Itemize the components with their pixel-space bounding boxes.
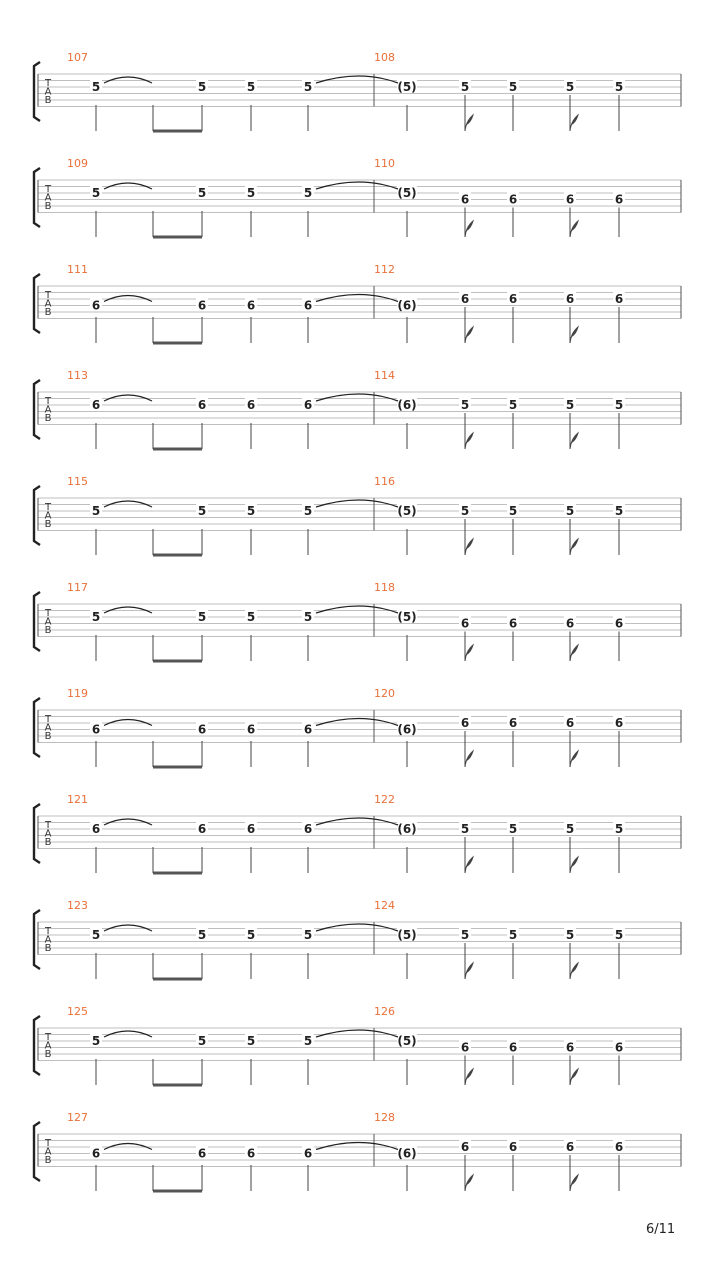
fret-number: 6 bbox=[614, 716, 624, 730]
system-bracket bbox=[34, 698, 40, 757]
measure-number: 125 bbox=[67, 1005, 88, 1018]
measure-number: 108 bbox=[374, 51, 395, 64]
fret-number: 5 bbox=[460, 80, 470, 94]
fret-number: 6 bbox=[91, 298, 101, 313]
fret-number: 5 bbox=[197, 928, 207, 942]
fret-number: 5 bbox=[508, 504, 518, 518]
tab-system bbox=[34, 157, 681, 237]
tie-arc bbox=[104, 607, 152, 613]
tie-arc bbox=[104, 819, 152, 825]
note-flag bbox=[465, 539, 473, 555]
tab-clef-letter: A bbox=[44, 616, 52, 628]
fret-number: 6 bbox=[614, 192, 624, 207]
tab-clef-letter: T bbox=[44, 184, 52, 195]
fret-number: 6 bbox=[508, 292, 518, 306]
fret-number: 5 bbox=[91, 1034, 101, 1048]
tie-arc bbox=[316, 1143, 398, 1150]
fret-number: 5 bbox=[246, 80, 256, 94]
fret-number: 5 bbox=[197, 610, 207, 624]
system-bracket bbox=[34, 910, 40, 969]
tab-clef-letter: T bbox=[44, 502, 52, 513]
note-flag bbox=[465, 751, 473, 767]
tab-clef-letter: B bbox=[44, 943, 52, 954]
tied-fret-number: (6) bbox=[397, 298, 417, 313]
tab-system bbox=[34, 793, 681, 873]
tie-arc bbox=[316, 182, 398, 189]
fret-number: 6 bbox=[460, 1040, 470, 1055]
fret-number: 6 bbox=[303, 1146, 313, 1161]
tied-fret-number: (5) bbox=[397, 610, 417, 624]
tab-clef-letter: A bbox=[44, 828, 52, 840]
tie-arc bbox=[104, 501, 152, 507]
measure-number: 123 bbox=[67, 899, 88, 912]
fret-number: 5 bbox=[460, 398, 470, 412]
tab-system bbox=[34, 899, 681, 979]
fret-number: 6 bbox=[303, 298, 313, 313]
tab-clef-letter: A bbox=[44, 86, 52, 98]
note-flag bbox=[465, 327, 473, 343]
note-flag bbox=[465, 963, 473, 979]
measure-number: 115 bbox=[67, 475, 88, 488]
note-flag bbox=[465, 857, 473, 873]
fret-number: 5 bbox=[246, 928, 256, 942]
tie-arc bbox=[316, 924, 398, 931]
tab-clef-letter: A bbox=[44, 1146, 52, 1158]
tied-fret-number: (6) bbox=[397, 822, 417, 836]
fret-number: 5 bbox=[91, 504, 101, 518]
tab-clef-letter: B bbox=[44, 625, 52, 636]
tied-fret-number: (5) bbox=[397, 504, 417, 518]
fret-number: 5 bbox=[246, 504, 256, 518]
tab-system bbox=[34, 369, 681, 449]
tie-arc bbox=[104, 1031, 152, 1037]
tie-arc bbox=[316, 719, 398, 726]
fret-number: 6 bbox=[614, 1140, 624, 1154]
system-bracket bbox=[34, 1122, 40, 1181]
fret-number: 6 bbox=[91, 822, 101, 836]
fret-number: 6 bbox=[460, 192, 470, 207]
measure-number: 127 bbox=[67, 1111, 88, 1124]
note-flag bbox=[570, 1069, 578, 1085]
note-flag bbox=[570, 221, 578, 237]
measure-number: 107 bbox=[67, 51, 88, 64]
fret-number: 5 bbox=[565, 80, 575, 94]
fret-number: 6 bbox=[565, 1040, 575, 1055]
note-flag bbox=[465, 221, 473, 237]
fret-number: 5 bbox=[303, 928, 313, 942]
system-bracket bbox=[34, 592, 40, 651]
measure-number: 113 bbox=[67, 369, 88, 382]
fret-number: 5 bbox=[565, 398, 575, 412]
tied-fret-number: (5) bbox=[397, 1034, 417, 1048]
fret-number: 5 bbox=[565, 504, 575, 518]
tab-clef-letter: B bbox=[44, 1049, 52, 1060]
fret-number: 5 bbox=[460, 504, 470, 518]
fret-number: 6 bbox=[614, 292, 624, 306]
fret-number: 6 bbox=[508, 1140, 518, 1154]
tab-system bbox=[34, 263, 681, 343]
fret-number: 5 bbox=[91, 80, 101, 94]
measure-number: 112 bbox=[374, 263, 395, 276]
fret-number: 5 bbox=[508, 398, 518, 412]
tied-fret-number: (6) bbox=[397, 398, 417, 412]
note-flag bbox=[465, 1069, 473, 1085]
tab-system bbox=[34, 581, 681, 661]
note-flag bbox=[570, 1175, 578, 1191]
fret-number: 5 bbox=[565, 928, 575, 942]
tab-clef-letter: T bbox=[44, 820, 52, 831]
tab-clef-letter: A bbox=[44, 298, 52, 310]
tied-fret-number: (6) bbox=[397, 722, 417, 737]
fret-number: 6 bbox=[197, 722, 207, 737]
tab-clef-letter: A bbox=[44, 510, 52, 522]
fret-number: 6 bbox=[565, 292, 575, 306]
tie-arc bbox=[104, 77, 152, 83]
system-bracket bbox=[34, 274, 40, 333]
fret-number: 6 bbox=[246, 1146, 256, 1161]
fret-number: 6 bbox=[303, 398, 313, 412]
tab-clef-letter: B bbox=[44, 519, 52, 530]
fret-number: 6 bbox=[565, 716, 575, 730]
fret-number: 6 bbox=[197, 1146, 207, 1161]
system-bracket bbox=[34, 168, 40, 227]
fret-number: 6 bbox=[246, 722, 256, 737]
tie-arc bbox=[104, 296, 152, 302]
note-flag bbox=[570, 963, 578, 979]
tab-clef-letter: B bbox=[44, 1155, 52, 1166]
fret-number: 5 bbox=[197, 504, 207, 518]
fret-number: 6 bbox=[565, 616, 575, 631]
tab-clef-letter: A bbox=[44, 1040, 52, 1052]
fret-number: 5 bbox=[91, 928, 101, 942]
tab-system bbox=[34, 475, 681, 555]
note-flag bbox=[570, 433, 578, 449]
tab-clef-letter: T bbox=[44, 1032, 52, 1043]
tie-arc bbox=[316, 818, 398, 825]
tied-fret-number: (5) bbox=[397, 80, 417, 94]
measure-number: 118 bbox=[374, 581, 395, 594]
note-flag bbox=[465, 433, 473, 449]
tab-clef-letter: B bbox=[44, 307, 52, 318]
fret-number: 6 bbox=[91, 722, 101, 737]
tied-fret-number: (6) bbox=[397, 1146, 417, 1161]
measure-number: 126 bbox=[374, 1005, 395, 1018]
fret-number: 5 bbox=[508, 928, 518, 942]
fret-number: 6 bbox=[460, 616, 470, 631]
tie-arc bbox=[104, 720, 152, 726]
fret-number: 6 bbox=[197, 298, 207, 313]
tied-fret-number: (5) bbox=[397, 186, 417, 200]
fret-number: 5 bbox=[197, 186, 207, 200]
fret-number: 6 bbox=[508, 1040, 518, 1055]
fret-number: 5 bbox=[303, 504, 313, 518]
system-bracket bbox=[34, 62, 40, 121]
fret-number: 5 bbox=[303, 186, 313, 200]
fret-number: 5 bbox=[91, 186, 101, 200]
tab-clef-letter: A bbox=[44, 934, 52, 946]
measure-number: 116 bbox=[374, 475, 395, 488]
note-flag bbox=[570, 645, 578, 661]
fret-number: 6 bbox=[460, 1140, 470, 1154]
tab-clef-letter: T bbox=[44, 714, 52, 725]
fret-number: 6 bbox=[508, 616, 518, 631]
tab-system bbox=[34, 1111, 681, 1191]
system-bracket bbox=[34, 380, 40, 439]
fret-number: 5 bbox=[246, 610, 256, 624]
tie-arc bbox=[316, 295, 398, 302]
fret-number: 6 bbox=[246, 398, 256, 412]
fret-number: 6 bbox=[246, 822, 256, 836]
fret-number: 6 bbox=[303, 722, 313, 737]
measure-number: 110 bbox=[374, 157, 395, 170]
tab-clef-letter: B bbox=[44, 413, 52, 424]
fret-number: 6 bbox=[460, 716, 470, 730]
fret-number: 6 bbox=[508, 716, 518, 730]
tab-clef-letter: T bbox=[44, 926, 52, 937]
measure-number: 124 bbox=[374, 899, 395, 912]
measure-number: 117 bbox=[67, 581, 88, 594]
fret-number: 5 bbox=[614, 504, 624, 518]
tab-system bbox=[34, 1005, 681, 1085]
fret-number: 5 bbox=[246, 186, 256, 200]
fret-number: 6 bbox=[508, 192, 518, 207]
tie-arc bbox=[316, 1030, 398, 1037]
tab-clef-letter: T bbox=[44, 290, 52, 301]
tab-clef-letter: B bbox=[44, 731, 52, 742]
fret-number: 5 bbox=[460, 928, 470, 942]
fret-number: 5 bbox=[614, 398, 624, 412]
fret-number: 5 bbox=[614, 822, 624, 836]
tab-clef-letter: T bbox=[44, 78, 52, 89]
tied-fret-number: (5) bbox=[397, 928, 417, 942]
tie-arc bbox=[104, 1144, 152, 1150]
page-number: 6/11 bbox=[646, 1222, 676, 1237]
tab-system bbox=[34, 687, 681, 767]
fret-number: 6 bbox=[303, 822, 313, 836]
note-flag bbox=[570, 857, 578, 873]
fret-number: 6 bbox=[460, 292, 470, 306]
tie-arc bbox=[316, 606, 398, 613]
measure-number: 122 bbox=[374, 793, 395, 806]
fret-number: 5 bbox=[508, 80, 518, 94]
note-flag bbox=[465, 115, 473, 131]
measure-number: 111 bbox=[67, 263, 88, 276]
note-flag bbox=[570, 539, 578, 555]
tab-clef-letter: T bbox=[44, 396, 52, 407]
system-bracket bbox=[34, 486, 40, 545]
tie-arc bbox=[316, 76, 398, 83]
fret-number: 5 bbox=[303, 610, 313, 624]
note-flag bbox=[570, 327, 578, 343]
tab-system bbox=[34, 51, 681, 131]
tie-arc bbox=[104, 395, 152, 401]
fret-number: 6 bbox=[91, 1146, 101, 1161]
measure-number: 119 bbox=[67, 687, 88, 700]
fret-number: 5 bbox=[246, 1034, 256, 1048]
tab-clef-letter: B bbox=[44, 837, 52, 848]
tab-clef-letter: T bbox=[44, 608, 52, 619]
fret-number: 6 bbox=[614, 1040, 624, 1055]
note-flag bbox=[465, 645, 473, 661]
measure-number: 121 bbox=[67, 793, 88, 806]
fret-number: 6 bbox=[197, 822, 207, 836]
fret-number: 6 bbox=[565, 1140, 575, 1154]
system-bracket bbox=[34, 804, 40, 863]
tie-arc bbox=[316, 394, 398, 401]
measure-number: 128 bbox=[374, 1111, 395, 1124]
system-bracket bbox=[34, 1016, 40, 1075]
fret-number: 5 bbox=[197, 1034, 207, 1048]
fret-number: 5 bbox=[614, 80, 624, 94]
tab-clef-letter: A bbox=[44, 192, 52, 204]
tab-clef-letter: B bbox=[44, 201, 52, 212]
note-flag bbox=[570, 751, 578, 767]
measure-number: 109 bbox=[67, 157, 88, 170]
fret-number: 6 bbox=[565, 192, 575, 207]
tab-clef-letter: T bbox=[44, 1138, 52, 1149]
note-flag bbox=[570, 115, 578, 131]
fret-number: 6 bbox=[91, 398, 101, 412]
note-flag bbox=[465, 1175, 473, 1191]
tie-arc bbox=[104, 925, 152, 931]
tie-arc bbox=[104, 183, 152, 189]
tab-clef-letter: B bbox=[44, 95, 52, 106]
measure-number: 114 bbox=[374, 369, 395, 382]
fret-number: 5 bbox=[303, 80, 313, 94]
fret-number: 6 bbox=[614, 616, 624, 631]
fret-number: 5 bbox=[460, 822, 470, 836]
tab-clef-letter: A bbox=[44, 404, 52, 416]
fret-number: 5 bbox=[614, 928, 624, 942]
fret-number: 6 bbox=[197, 398, 207, 412]
measure-number: 120 bbox=[374, 687, 395, 700]
fret-number: 5 bbox=[303, 1034, 313, 1048]
tie-arc bbox=[316, 500, 398, 507]
fret-number: 5 bbox=[565, 822, 575, 836]
fret-number: 5 bbox=[508, 822, 518, 836]
fret-number: 5 bbox=[91, 610, 101, 624]
fret-number: 5 bbox=[197, 80, 207, 94]
fret-number: 6 bbox=[246, 298, 256, 313]
tab-clef-letter: A bbox=[44, 722, 52, 734]
